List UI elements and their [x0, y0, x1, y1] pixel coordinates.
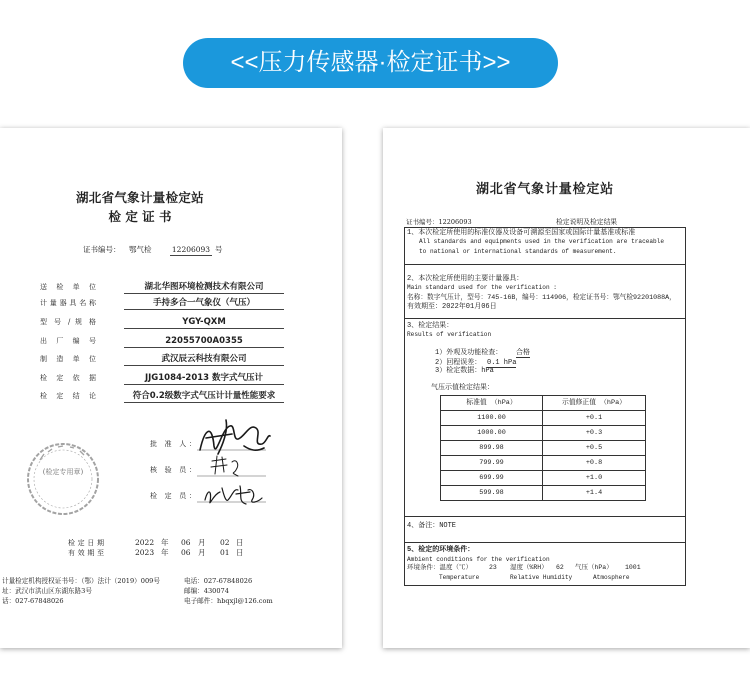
section5-cn: 5、检定的环境条件：: [407, 546, 475, 554]
table-cell-correction: +0.3: [543, 426, 646, 441]
table-cell-standard: 1100.00: [441, 411, 543, 426]
table-cell-standard: 1000.00: [441, 426, 543, 441]
appearance-value: 合格: [516, 349, 530, 357]
field-label-serial: 出 厂 编 号: [40, 337, 96, 345]
hysteresis-value: 0.1 hPa: [487, 359, 517, 367]
section2-en: Main standard used for the verification :: [407, 284, 557, 291]
certificate-cover-page: [0, 128, 342, 648]
footer-license: 计量检定机构授权证书号：（鄂）法计（2019）009号: [2, 577, 160, 585]
cover-title: 检 定 证 书: [108, 209, 172, 224]
verifier-signature: [205, 486, 262, 504]
table-row: [441, 471, 646, 486]
env-temp-value: 23: [489, 564, 497, 571]
divider: [405, 542, 685, 543]
table-row: [441, 441, 646, 456]
stamp-ring: [28, 444, 98, 514]
stamp-label: (检定专用章): [42, 468, 84, 476]
table-cell-correction: +1.4: [543, 486, 646, 501]
section2-cn: 2、本次检定所使用的主要计量器具：: [407, 275, 524, 283]
divider: [405, 264, 685, 265]
field-label-model: 型 号 / 规 格: [40, 318, 96, 326]
results-box: [404, 227, 686, 586]
cert-number-prefix: 鄂气检: [129, 245, 152, 254]
data-label: 3）检定数据：hPa: [435, 367, 494, 375]
date-verified-day: 02: [220, 538, 230, 547]
field-label-client: 送 检 单 位: [40, 283, 96, 291]
results-heading: 检定说明及检定结果: [556, 218, 618, 226]
table-cell-correction: +0.1: [543, 411, 646, 426]
table-cell-correction: +0.8: [543, 456, 646, 471]
date-label-valid: 有 效 期 至: [68, 549, 104, 557]
date-valid-year: 2023: [135, 548, 155, 557]
table-cell-standard: 799.99: [441, 456, 543, 471]
table-title: 气压示值检定结果：: [431, 384, 494, 392]
divider: [405, 516, 685, 517]
table-header-correction: 示值修正值 （hPa）: [543, 396, 646, 411]
field-value-conclusion: 符合0.2级数字式气压计计量性能要求: [124, 391, 284, 403]
banner: [183, 38, 558, 88]
pressure-results-table: [440, 395, 646, 501]
cert-number-label: 证书编号：: [83, 245, 121, 254]
table-header-row: [441, 396, 646, 411]
footer-fax: 话：027-67848026: [2, 597, 64, 605]
verification-results-page: [383, 128, 750, 648]
cert-number-suffix: 号: [215, 245, 223, 254]
env-en-humidity: Relative Humidity: [510, 574, 573, 581]
field-label-instrument: 计 量 器 具 名 称: [40, 299, 96, 307]
date-valid-day-unit: 日: [236, 548, 244, 557]
field-label-manufacturer: 制 造 单 位: [40, 355, 96, 363]
field-label-basis: 检 定 依 据: [40, 374, 96, 382]
date-verified-month-unit: 月: [198, 538, 206, 547]
footer-email: 电子邮件：hbqxjl@126.com: [184, 597, 273, 605]
sign-lines: [197, 450, 266, 502]
section1-en-line2: to national or international standards of measurement.: [419, 248, 617, 255]
signer-label-approver: 批 准 人：: [150, 440, 196, 448]
env-pressure-value: 1001: [625, 564, 641, 571]
date-valid-month: 06: [181, 548, 191, 557]
signer-label-verifier: 检 定 员：: [150, 492, 196, 500]
section1-cn: 1、本次检定所使用的标准仪器及设备可溯源至国家或国际计量基准或标准: [407, 229, 636, 237]
date-verified-year-unit: 年: [161, 538, 169, 547]
env-temp-label: 环境条件：温度（℃）: [407, 564, 472, 571]
footer-phone: 电话：027-67848026: [184, 577, 253, 585]
field-value-model: YGY-QXM: [124, 317, 284, 329]
hysteresis-label: 2）回程误差：: [435, 359, 482, 367]
date-valid-month-unit: 月: [198, 548, 206, 557]
cert-number-value: 12206093: [171, 245, 211, 254]
checker-signature: [211, 456, 238, 476]
footer-address: 址：武汉市洪山区东湖东路3号: [2, 587, 92, 595]
banner-title: <<压力传感器·检定证书>>: [230, 49, 511, 76]
approver-signature: [200, 420, 270, 454]
field-value-basis: JJG1084-2013 数字式气压计: [124, 373, 284, 385]
field-value-client: 湖北华图环境检测技术有限公司: [124, 282, 284, 294]
table-row: [441, 456, 646, 471]
appearance-label: 1）外观及功能检查：: [435, 349, 503, 357]
field-value-instrument: 手持多合一气象仪（气压）: [124, 298, 284, 310]
divider: [405, 318, 685, 319]
table-cell-correction: +1.0: [543, 471, 646, 486]
table-row: [441, 426, 646, 441]
field-label-conclusion: 检 定 结 论: [40, 392, 96, 400]
date-verified-month: 06: [181, 538, 191, 547]
section4-note: 4、备注：NOTE: [407, 522, 457, 530]
table-cell-standard: 899.98: [441, 441, 543, 456]
section2-standard-line: 名称：数字气压计，型号：745-16B，编号：114906，检定证书号：鄂气检92201088A，: [407, 294, 676, 302]
section5-en: Ambient conditions for the verification: [407, 556, 550, 563]
env-en-temperature: Temperature: [439, 574, 480, 581]
date-verified-year: 2022: [135, 538, 155, 547]
table-cell-standard: 699.99: [441, 471, 543, 486]
section2-validity-line: 有效期至：2022年01月06日: [407, 303, 497, 311]
date-label-verified: 检 定 日 期: [68, 539, 104, 547]
field-value-serial: 22055700A0355: [124, 336, 284, 348]
env-pressure-label: 气压（hPa）: [575, 564, 613, 571]
date-verified-day-unit: 日: [236, 538, 244, 547]
env-humidity-value: 62: [556, 564, 564, 571]
signer-label-checker: 核 验 员：: [150, 466, 196, 474]
env-humidity-label: 湿度（%RH）: [510, 564, 548, 571]
table-cell-correction: +0.5: [543, 441, 646, 456]
results-cert-number: 证书编号：12206093: [406, 218, 472, 226]
results-org-name: 湖北省气象计量检定站: [475, 182, 614, 197]
footer-postcode: 邮编：430074: [184, 587, 229, 595]
date-valid-day: 01: [220, 548, 230, 557]
section3-cn: 3、检定结果：: [407, 322, 454, 330]
table-cell-standard: 599.98: [441, 486, 543, 501]
section3-en: Results of verification: [407, 331, 492, 338]
cover-org-name: 湖北省气象计量检定站: [75, 190, 204, 205]
section1-en-line1: All standards and equipments used in the verification are traceable: [419, 238, 665, 245]
table-row: [441, 486, 646, 501]
env-en-atmosphere: Atmosphere: [593, 574, 630, 581]
table-row: [441, 411, 646, 426]
table-header-standard: 标准值 （hPa）: [441, 396, 543, 411]
field-value-manufacturer: 武汉辰云科技有限公司: [124, 354, 284, 366]
signature-layer: [0, 128, 342, 648]
date-valid-year-unit: 年: [161, 548, 169, 557]
